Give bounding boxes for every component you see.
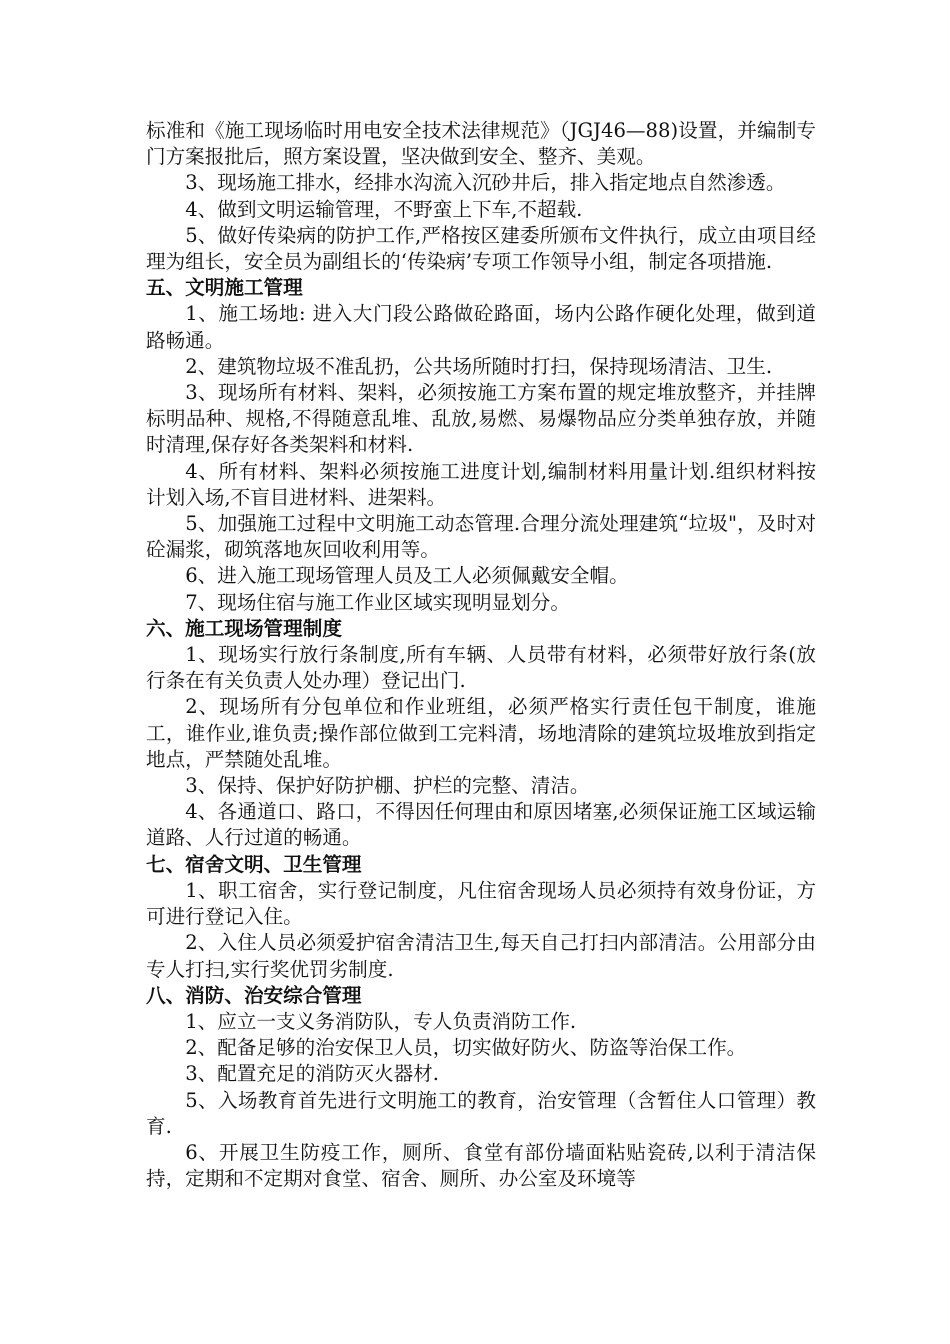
section5-item-1: 1、施工场地: 进入大门段公路做砼路面，场内公路作硬化处理，做到道路畅通。 bbox=[146, 302, 816, 352]
section-heading-8: 八、消防、治安综合管理 bbox=[146, 983, 362, 1007]
section7-item-2: 2、入住人员必须爱护宿舍清洁卫生,每天自己打扫内部清洁。公用部分由专人打扫,实行奖优罚劣制度. bbox=[146, 931, 816, 981]
section6-item-4: 4、各通道口、路口，不得因任何理由和原因堵塞,必须保证施工区域运输道路、人行过道的畅通。 bbox=[146, 800, 816, 850]
section8-item-2: 2、配备足够的治安保卫人员，切实做好防火、防盗等治保工作。 bbox=[185, 1036, 747, 1060]
section7-item-1: 1、职工宿舍，实行登记制度，凡住宿舍现场人员必须持有效身份证，方可进行登记入住。 bbox=[146, 878, 816, 929]
section4-item-5: 5、做好传染病的防护工作,严格按区建委所颁布文件执行，成立由项目经理为组长，安全员为副组长的‘传染病’专项工作领导小组，制定各项措施. bbox=[146, 223, 816, 274]
section8-item-5: 5、入场教育首先进行文明施工的教育，治安管理（含暂住人口管理）教育. bbox=[146, 1088, 816, 1138]
continued-paragraph: 标准和《施工现场临时用电安全技术法律规范》（JGJ46—88)设置，并编制专门方案报批后，照方案设置，坚决做到安全、整齐、美观。 bbox=[146, 119, 816, 169]
section-heading-7: 七、宿舍文明、卫生管理 bbox=[146, 852, 362, 876]
section6-item-2: 2、现场所有分包单位和作业班组，必须严格实行责任包干制度，谁施工，谁作业,谁负责;操作部位做到工完料清，场地清除的建筑垃圾堆放到指定地点，严禁随处乱堆。 bbox=[146, 695, 816, 771]
section5-item-7: 7、现场住宿与施工作业区域实现明显划分。 bbox=[185, 590, 570, 614]
section5-item-3: 3、现场所有材料、架料，必须按施工方案布置的规定堆放整齐，并挂牌标明品种、规格,不得随意乱堆、乱放,易燃、易爆物品应分类单独存放，并随时清理,保存好各类架料和材料. bbox=[146, 381, 816, 457]
section5-item-2: 2、建筑物垃圾不准乱扔，公共场所随时打扫，保持现场清洁、卫生. bbox=[185, 354, 773, 378]
section5-item-6: 6、进入施工现场管理人员及工人必须佩戴安全帽。 bbox=[185, 564, 629, 588]
section5-item-4: 4、所有材料、架料必须按施工进度计划,编制材料用量计划.组织材料按计划入场,不盲目进材料、进架料。 bbox=[146, 459, 816, 509]
section8-item-3: 3、配置充足的消防灭火器材. bbox=[185, 1062, 440, 1086]
section5-item-5: 5、加强施工过程中文明施工动态管理.合理分流处理建筑“垃圾"，及时对砼漏浆，砌筑落地灰回收利用等。 bbox=[146, 512, 816, 562]
section6-item-1: 1、现场实行放行条制度,所有车辆、人员带有材料，必须带好放行条(放行条在有关负责人处办理）登记出门. bbox=[146, 643, 816, 693]
section4-item-3: 3、现场施工排水，经排水沟流入沉砂井后，排入指定地点自然渗透。 bbox=[185, 171, 786, 195]
section6-item-3: 3、保持、保护好防护棚、护栏的完整、清洁。 bbox=[185, 774, 590, 798]
section-heading-6: 六、施工现场管理制度 bbox=[146, 616, 342, 640]
document-page bbox=[146, 118, 816, 1192]
section-heading-5: 五、文明施工管理 bbox=[146, 276, 303, 300]
section8-item-1: 1、应立一支义务消防队，专人负责消防工作. bbox=[185, 1009, 577, 1033]
section8-item-6: 6、开展卫生防疫工作，厕所、食堂有部份墙面粘贴瓷砖,以利于清洁保持，定期和不定期对食堂、宿舍、厕所、办公室及环境等 bbox=[146, 1140, 816, 1191]
section4-item-4: 4、做到文明运输管理，不野蛮上下车,不超载. bbox=[185, 197, 583, 221]
